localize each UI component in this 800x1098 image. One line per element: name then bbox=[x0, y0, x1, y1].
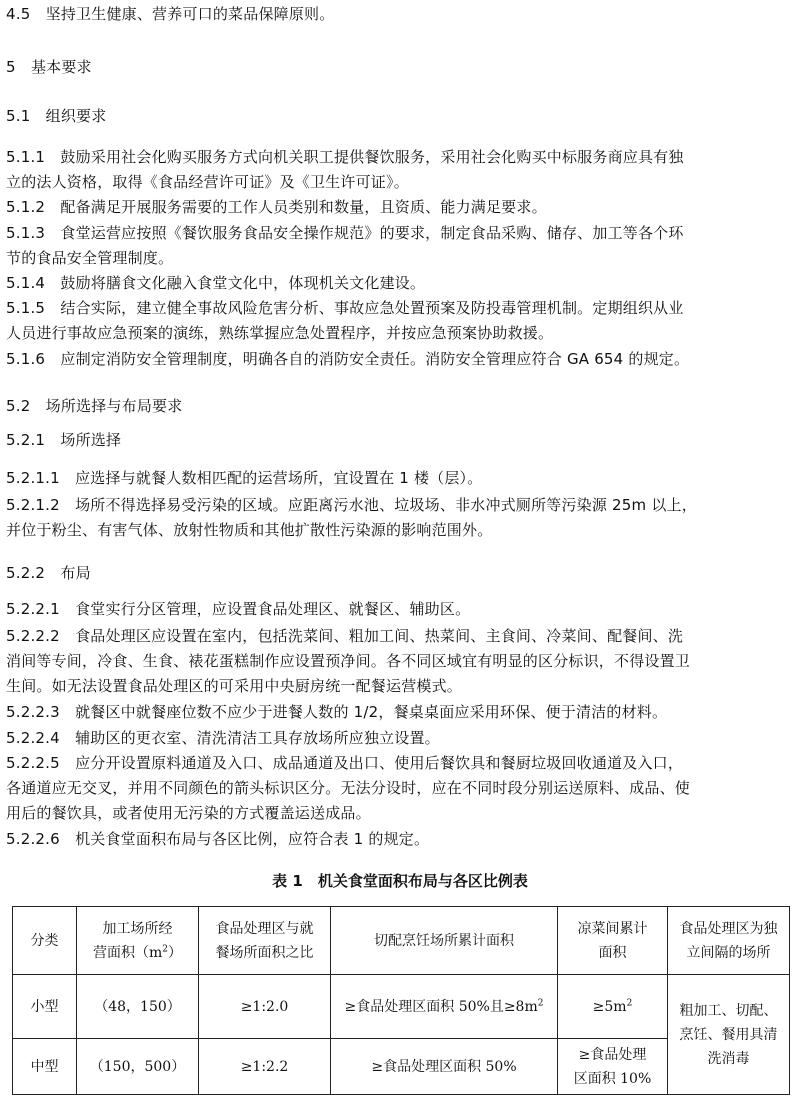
clause-5-2-2-4: 5.2.2.4 辅助区的更衣室、清洗清洁工具存放场所应独立设置。 bbox=[6, 729, 440, 747]
cell-independent-rooms: 粗加工、切配、 烹饪、餐用具清 洗消毒 bbox=[668, 975, 790, 1095]
clause-5-1-4: 5.1.4 鼓励将膳食文化融入食堂文化中，体现机关文化建设。 bbox=[6, 274, 426, 292]
clause-5-2-2-6: 5.2.2.6 机关食堂面积布局与各区比例，应符合表 1 的规定。 bbox=[6, 830, 430, 848]
section-heading-5-2: 5.2 场所选择与布局要求 bbox=[6, 397, 183, 415]
cell-operating-area: （150，500） bbox=[77, 1039, 199, 1095]
clause-5-1-2: 5.1.2 配备满足开展服务需要的工作人员类别和数量，且资质、能力满足要求。 bbox=[6, 198, 547, 216]
cell-cooking-area: ≥食品处理区面积 50% bbox=[331, 1039, 558, 1095]
clause-5-2-2-5-cont2: 用后的餐饮具，或者使用无污染的方式覆盖运送成品。 bbox=[6, 804, 371, 822]
cell-cold-dish-area: $\ge 5m^2$ bbox=[558, 975, 668, 1039]
cell-area-ratio: ≥1:2.2 bbox=[199, 1039, 331, 1095]
clause-5-2-2-2-cont2: 生间。如无法设置食品处理区的可采用中央厨房统一配餐运营模式。 bbox=[6, 677, 463, 695]
clause-5-2-2-1: 5.2.2.1 食堂实行分区管理，应设置食品处理区、就餐区、辅助区。 bbox=[6, 600, 471, 618]
header-area-ratio: 食品处理区与就 餐场所面积之比 bbox=[199, 907, 331, 975]
header-cooking-area: 切配烹饪场所累计面积 bbox=[331, 907, 558, 975]
cell-cold-dish-area: ≥食品处理 区面积 10% bbox=[558, 1039, 668, 1095]
table-header-row bbox=[13, 907, 790, 975]
clause-5-1-1: 5.1.1 鼓励采用社会化购买服务方式向机关职工提供餐饮服务，采用社会化购买中标服务商应具有独 bbox=[6, 148, 684, 166]
section-heading-5: 5 基本要求 bbox=[6, 58, 92, 76]
clause-5-2-2-3: 5.2.2.3 就餐区中就餐座位数不应少于进餐人数的 1/2，餐桌桌面应采用环保、便于清洁的材料。 bbox=[6, 703, 668, 721]
cell-category: 小型 bbox=[13, 975, 77, 1039]
clause-4-5: 4.5 坚持卫生健康、营养可口的菜品保障原则。 bbox=[6, 5, 335, 23]
clause-5-1-1-cont: 立的法人资格，取得《食品经营许可证》及《卫生许可证》。 bbox=[6, 173, 409, 191]
section-heading-5-2-1: 5.2.1 场所选择 bbox=[6, 431, 122, 449]
cell-category: 中型 bbox=[13, 1039, 77, 1095]
section-heading-5-1: 5.1 组织要求 bbox=[6, 107, 107, 125]
clause-5-1-3-cont: 节的食品安全管理制度。 bbox=[6, 249, 174, 267]
clause-5-2-1-2: 5.2.1.2 场所不得选择易受污染的区域。应距离污水池、垃圾场、非水冲式厕所等污染源 25m 以上， bbox=[6, 496, 697, 514]
clause-5-2-1-1: 5.2.1.1 应选择与就餐人数相匹配的运营场所，宜设置在 1 楼（层）。 bbox=[6, 469, 483, 487]
cell-cooking-area: ≥食品处理区面积 50%且$\ge 8m^2$ bbox=[331, 975, 558, 1039]
clause-5-2-2-2-cont1: 消间等专间，冷食、生食、裱花蛋糕制作应设置预净间。各不同区域宜有明显的区分标识，不得设置卫 bbox=[6, 652, 691, 670]
cell-operating-area: （48，150） bbox=[77, 975, 199, 1039]
table-caption: 表 1 机关食堂面积布局与各区比例表 bbox=[272, 872, 528, 890]
clause-5-2-1-2-cont: 并位于粉尘、有害气体、放射性物质和其他扩散性污染源的影响范围外。 bbox=[6, 521, 493, 539]
clause-5-2-2-5: 5.2.2.5 应分开设置原料通道及入口、成品通道及出口、使用后餐饮具和餐厨垃圾回收通道及入口， bbox=[6, 754, 684, 772]
header-cold-dish-area: 凉菜间累计 面积 bbox=[558, 907, 668, 975]
cell-area-ratio: ≥1:2.0 bbox=[199, 975, 331, 1039]
clause-5-1-3: 5.1.3 食堂运营应按照《餐饮服务食品安全操作规范》的要求，制定食品采购、储存、加工等各个环 bbox=[6, 224, 684, 242]
table-row bbox=[13, 975, 790, 1039]
clause-5-1-5: 5.1.5 结合实际，建立健全事故风险危害分析、事故应急处置预案及防投毒管理机制。定期组织从业 bbox=[6, 299, 684, 317]
area-ratio-table bbox=[12, 906, 790, 1095]
clause-5-1-6: 5.1.6 应制定消防安全管理制度，明确各自的消防安全责任。消防安全管理应符合 GA 654 的规定。 bbox=[6, 350, 690, 368]
header-operating-area: 加工场所经 营面积$(m^2)$ bbox=[77, 907, 199, 975]
clause-5-2-2-2: 5.2.2.2 食品处理区应设置在室内，包括洗菜间、粗加工间、热菜间、主食间、冷菜间、配餐间、洗 bbox=[6, 627, 684, 645]
clause-5-2-2-5-cont1: 各通道应无交叉，并用不同颜色的箭头标识区分。无法分设时，应在不同时段分别运送原料、成品、使 bbox=[6, 779, 691, 797]
header-independent-rooms: 食品处理区为独 立间隔的场所 bbox=[668, 907, 790, 975]
clause-5-1-5-cont: 人员进行事故应急预案的演练，熟练掌握应急处置程序，并按应急预案协助救援。 bbox=[6, 324, 554, 342]
header-category: 分类 bbox=[13, 907, 77, 975]
section-heading-5-2-2: 5.2.2 布局 bbox=[6, 564, 91, 582]
